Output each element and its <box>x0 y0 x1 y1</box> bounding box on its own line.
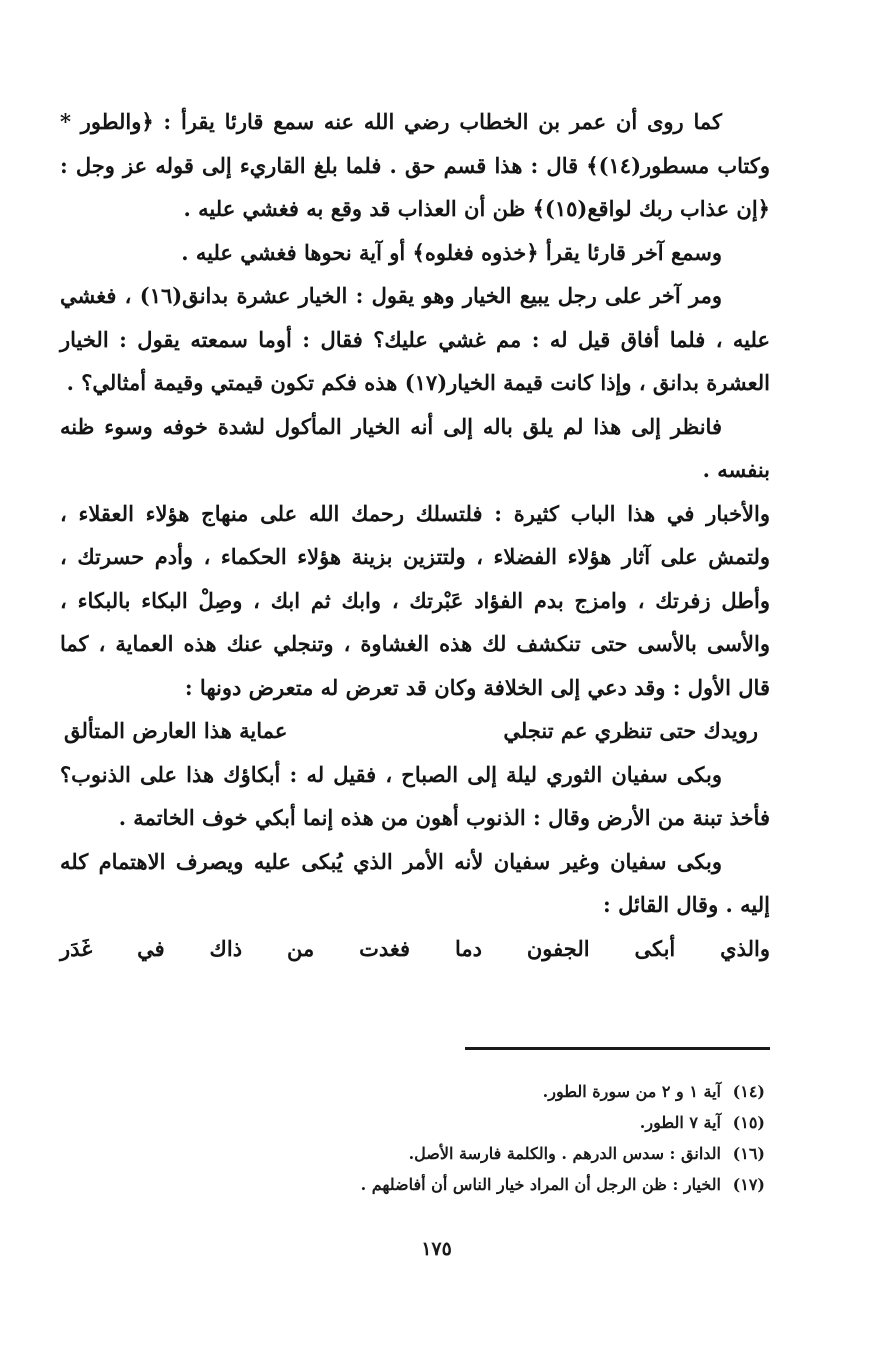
footnote-number: (١٥) <box>732 1113 765 1132</box>
verse-word: دما <box>454 935 482 961</box>
verse-word: أبكى <box>634 935 676 961</box>
verse-word: من <box>286 935 315 961</box>
footnote-separator-rule <box>465 1047 770 1050</box>
paragraph-reports: والأخبار في هذا الباب كثيرة : فلتسلك رحمك الله على منهاج هؤلاء العقلاء ، ولتمش على آثار هؤلاء الفضلاء ، ولتتزين بزينة هؤلاء الحكماء ، وأدم حسرتك ، وأطل زفرتك ، وامزج بدم الفؤاد عَبْرتك ، وابك ثم ابك ، وصِلْ البكاء بالبكاء ، والأسى بالأسى حتى تنكشف لك هذه الغشاوة ، وتنجلي عنك هذه العماية ، كما قال الأول : وقد دعي إلى الخلافة وكان قد تعرض له متعرض دونها : <box>60 500 770 700</box>
page-number: ١٧٥ <box>421 1238 452 1260</box>
footnote-item <box>205 1169 765 1200</box>
footnote-item <box>205 1107 765 1138</box>
verse-line-1 <box>60 709 770 753</box>
verse-word: غَدَر <box>60 935 93 961</box>
verse-word: في <box>137 935 165 961</box>
verse-word: والذي <box>720 935 770 961</box>
footnotes-list <box>205 1076 765 1200</box>
footnote-item <box>205 1076 765 1107</box>
paragraph-cucumber-seller: ومر آخر على رجل يبيع الخيار وهو يقول : الخيار عشرة بدانق(١٦) ، فغشي عليه ، فلما أفاق قيل له : مم غشي عليك؟ فقال : أوما سمعته يقول : الخيار العشرة بدانق ، وإذا كانت قيمة الخيار(١٧) هذه فكم تكون قيمتي وقيمة أمثالي؟ . <box>60 283 770 395</box>
verse-word: الجفون <box>526 935 590 961</box>
verse-hemistich-first: رويدك حتى تنظري عم تنجلي <box>503 718 758 743</box>
footnote-number: (١٧) <box>732 1175 765 1194</box>
page-body <box>60 100 770 970</box>
paragraph-umar-story: كما روى أن عمر بن الخطاب رضي الله عنه سمع قارئا يقرأ : ﴿والطور * وكتاب مسطور(١٤)﴾ قال : هذا قسم حق . فلما بلغ القاريء إلى قوله عز وجل : ﴿إن عذاب ربك لواقع(١٥)﴾ ظن أن العذاب قد وقع به فغشي عليه . <box>60 109 770 221</box>
paragraph-sufyan-weeping: وبكى سفيان الثوري ليلة إلى الصباح ، فقيل له : أبكاؤك هذا على الذنوب؟ فأخذ تبنة من الأرض وقال : الذنوب أهون من هذه إنما أبكي خوف الخاتمة . <box>60 761 770 830</box>
footnote-text: آية ١ و ٢ من سورة الطور. <box>542 1082 721 1101</box>
verse-word: فغدت <box>359 935 411 961</box>
footnote-text: الخيار : ظن الرجل أن المراد خيار الناس أن أفاضلهم . <box>360 1175 721 1194</box>
verse-word: ذاك <box>209 935 243 961</box>
paragraph-reflection: فانظر إلى هذا لم يلق باله إلى أنه الخيار المأكول لشدة خوفه وسوء ظنه بنفسه . <box>60 413 770 482</box>
verse-line-2 <box>60 927 770 971</box>
footnote-text: آية ٧ الطور. <box>639 1113 721 1132</box>
footnote-text: الدانق : سدس الدرهم . والكلمة فارسة الأصل. <box>408 1144 721 1163</box>
footnote-item <box>205 1138 765 1169</box>
footnote-number: (١٤) <box>732 1082 765 1101</box>
paragraph-sufyan-others: وبكى سفيان وغير سفيان لأنه الأمر الذي يُبكى عليه ويصرف الاهتمام كله إليه . وقال القائل : <box>60 848 770 917</box>
footnote-number: (١٦) <box>732 1144 765 1163</box>
paragraph-second-listener: وسمع آخر قارئا يقرأ ﴿خذوه فغلوه﴾ أو آية نحوها فغشي عليه . <box>181 239 722 265</box>
verse-hemistich-second: عماية هذا العارض المتألق <box>64 718 288 743</box>
